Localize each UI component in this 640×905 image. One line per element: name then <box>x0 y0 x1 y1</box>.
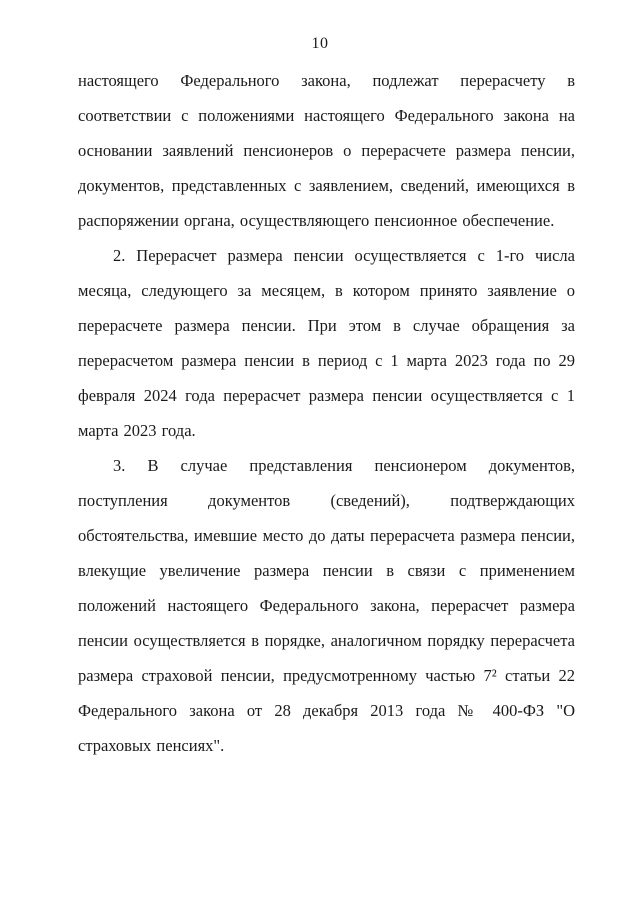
document-body <box>78 63 575 763</box>
paragraph-item-2: 2. Перерасчет размера пенсии осуществляется с 1-го числа месяца, следующего за месяцем, в котором принято заявление о перерасчете размера пенсии. При этом в случае обращения за перерасчетом размера пенсии в период с 1 марта 2023 года по 29 февраля 2024 года перерасчет размера пенсии осуществляется с 1 марта 2023 года. <box>78 246 575 440</box>
paragraph-item-3: 3. В случае представления пенсионером документов, поступления документов (сведений), подтверждающих обстоятельства, имевшие место до даты перерасчета размера пенсии, влекущие увеличение размера пенсии в связи с применением положений настоящего Федерального закона, перерасчет размера пенсии осуществляется в порядке, аналогичном порядку перерасчета размера страховой пенсии, предусмотренному частью 7² статьи 22 Федерального закона от 28 декабря 2013 года № 400-ФЗ "О страховых пенсиях". <box>78 456 575 755</box>
page-number: 10 <box>311 35 329 52</box>
paragraph-continuation: настоящего Федерального закона, подлежат перерасчету в соответствии с положениями настоящего Федерального закона на основании заявлений пенсионеров о перерасчете размера пенсии, документов, представленных с заявлением, сведений, имеющихся в распоряжении органа, осуществляющего пенсионное обеспечение. <box>78 71 575 230</box>
